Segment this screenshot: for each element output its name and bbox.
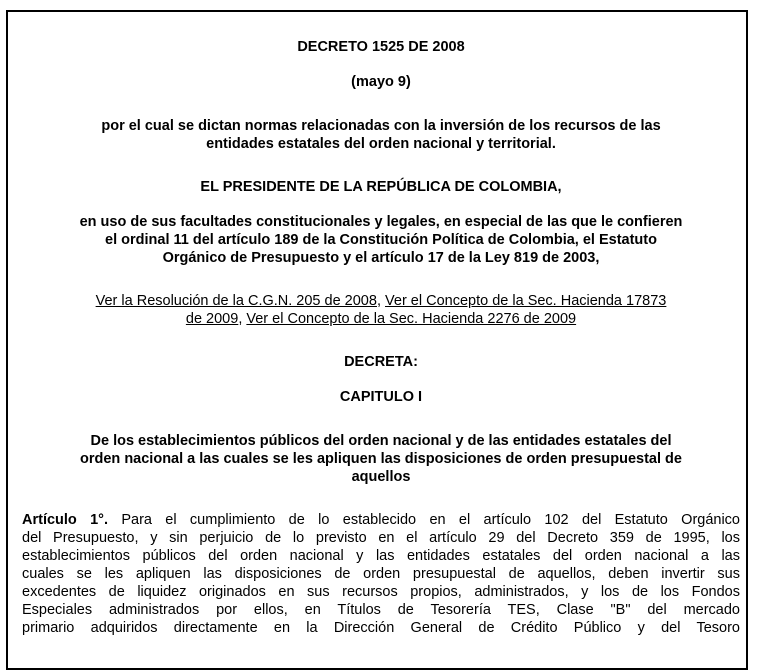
link-separator: , bbox=[238, 311, 247, 327]
article-1 bbox=[22, 511, 740, 637]
article-1-line-2: del Presupuesto, y sin perjuicio de lo previsto en el artículo 29 del Decreto 359 de 1995, los bbox=[22, 530, 740, 546]
link-concepto-17873-part-2[interactable]: de 2009 bbox=[185, 311, 239, 327]
chapter-title-line-2: orden nacional a las cuales se les apliquen las disposiciones de orden presupuestal de bbox=[80, 451, 682, 467]
link-concepto-17873-part-1[interactable]: Ver el Concepto de la Sec. Hacienda 17873 bbox=[385, 293, 667, 309]
decree-title: DECRETO 1525 DE 2008 bbox=[297, 39, 465, 55]
chapter-heading: CAPITULO I bbox=[339, 389, 423, 405]
article-1-line-7: primario adquiridos directamente en la Dirección General de Crédito Público y del Tesoro bbox=[22, 620, 740, 636]
decreta-heading: DECRETA: bbox=[344, 354, 418, 370]
chapter-title-line-3: aquellos bbox=[351, 469, 411, 485]
article-1-line-5: excedentes de liquidez originados en sus recursos propios, administrados, y los de los Fondos bbox=[22, 584, 740, 600]
related-links-line-2 bbox=[22, 310, 740, 328]
chapter-title-line-1: De los establecimientos públicos del orden nacional y de las entidades estatales del bbox=[90, 433, 672, 449]
powers-line-3: Orgánico de Presupuesto y el artículo 17 de la Ley 819 de 2003, bbox=[162, 250, 600, 266]
decree-summary-line-1: por el cual se dictan normas relacionadas con la inversión de los recursos de las bbox=[101, 118, 661, 134]
powers-line-1: en uso de sus facultades constitucionales y legales, en especial de las que le confieren bbox=[79, 214, 683, 230]
article-1-line-4: cuales se les apliquen las disposiciones de orden presupuestal de aquellos, deben invertir sus bbox=[22, 566, 740, 582]
decree-date: (mayo 9) bbox=[351, 74, 411, 90]
article-1-line-3: establecimientos públicos del orden nacional y las entidades estatales del orden nacional a las bbox=[22, 548, 740, 564]
article-1-line-1 bbox=[22, 511, 740, 529]
document-frame bbox=[6, 10, 748, 670]
decree-summary-line-2: entidades estatales del orden nacional y territorial. bbox=[206, 136, 556, 152]
link-separator: , bbox=[376, 293, 386, 309]
powers-line-2: el ordinal 11 del artículo 189 de la Constitución Política de Colombia, el Estatuto bbox=[105, 232, 657, 248]
article-1-line-6: Especiales administrados por ellos, en Títulos de Tesorería TES, Clase "B" del mercado bbox=[22, 602, 740, 618]
link-concepto-2276[interactable]: Ver el Concepto de la Sec. Hacienda 2276 de 2009 bbox=[246, 311, 577, 327]
link-resolucion-cgn-205[interactable]: Ver la Resolución de la C.G.N. 205 de 2008 bbox=[95, 293, 377, 309]
issuer-heading: EL PRESIDENTE DE LA REPÚBLICA DE COLOMBIA, bbox=[200, 179, 562, 195]
related-links-line-1 bbox=[22, 292, 740, 310]
article-1-label: Artículo 1°. bbox=[22, 512, 109, 528]
article-1-line-1-text: Para el cumplimiento de lo establecido en el artículo 102 del Estatuto Orgánico bbox=[108, 512, 740, 528]
